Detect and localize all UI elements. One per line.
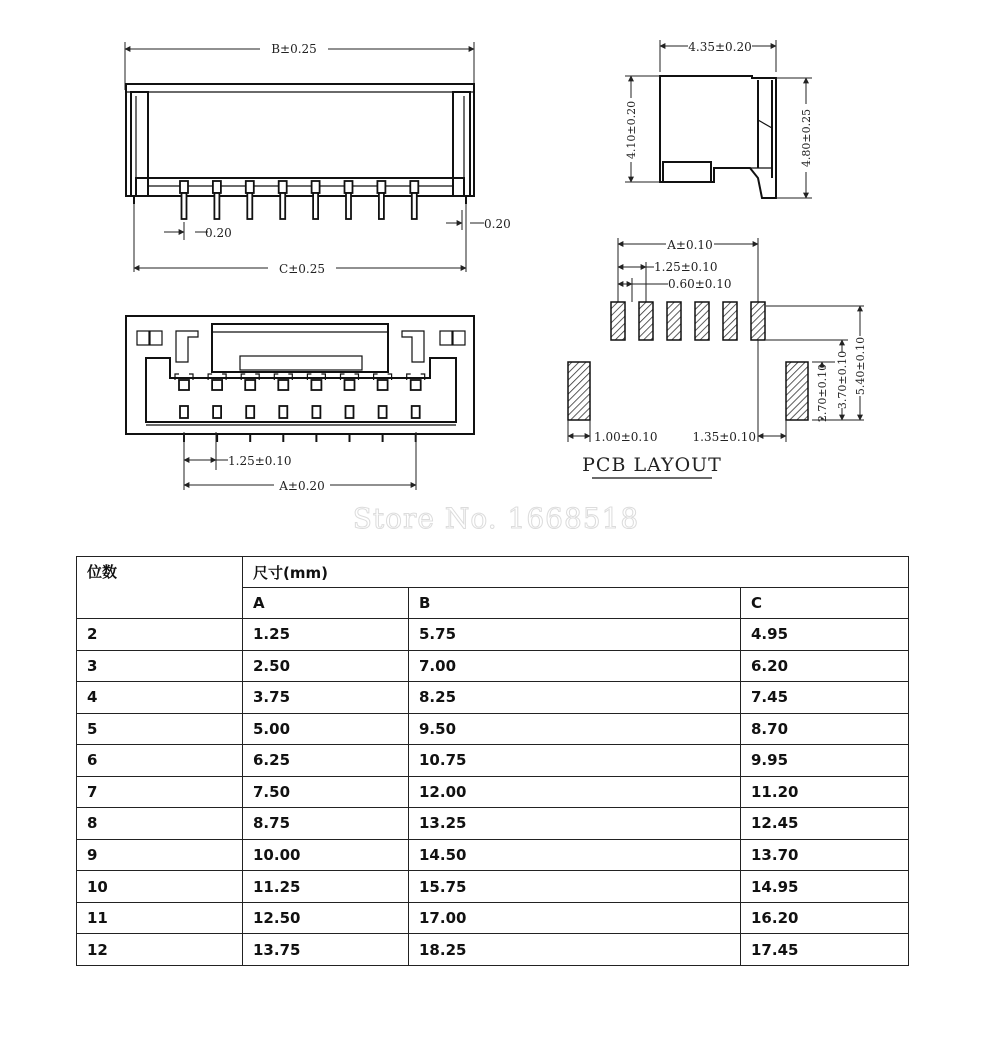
table-row [77,808,909,840]
table-row [77,650,909,682]
watermark: Store No. 1668518 [352,502,640,530]
dimension-table [76,556,909,966]
table-row [77,713,909,745]
pcb-pad [695,302,709,340]
pcb-dim-mount-width: 1.00±0.10 [594,430,658,444]
cell-b: 10.75 [409,745,741,777]
cell-c: 6.20 [741,650,909,682]
top-pin-tail [213,406,221,418]
cell-c: 17.45 [741,934,909,966]
front-pin [346,193,351,219]
top-pin-contact [245,380,255,390]
top-pin-tail [412,406,420,418]
header-positions: 位数 [77,557,243,619]
header-size: 尺寸(mm) [243,557,909,588]
pcb-dim-v3: 5.40±0.10 [854,336,867,396]
top-pin-contact [278,380,288,390]
front-pin-head [279,181,287,193]
cell-c: 9.95 [741,745,909,777]
top-pin-contact [378,380,388,390]
header-c: C [741,588,909,619]
cell-c: 16.20 [741,902,909,934]
cell-c: 14.95 [741,871,909,903]
cell-a: 3.75 [243,682,409,714]
top-view [126,316,474,493]
front-pin-head [246,181,254,193]
pcb-layout [568,236,867,478]
cell-a: 8.75 [243,808,409,840]
top-pin-contact [179,380,189,390]
front-pin-head [180,181,188,193]
front-pin [412,193,417,219]
side-dim-width: 4.35±0.20 [688,40,752,54]
front-dim-pin-left: 0.20 [205,226,232,240]
table-row [77,871,909,903]
cell-b: 5.75 [409,619,741,651]
cell-b: 18.25 [409,934,741,966]
side-dim-height-left: 4.10±0.20 [625,100,638,160]
cell-positions: 11 [77,902,243,934]
header-b: B [409,588,741,619]
pcb-dim-pad-width: 0.60±0.10 [668,277,732,291]
cell-b: 12.00 [409,776,741,808]
front-view [125,40,511,276]
top-pin-contact [345,380,355,390]
pcb-pad [667,302,681,340]
pcb-pad [611,302,625,340]
cell-c: 4.95 [741,619,909,651]
front-pin [247,193,252,219]
pcb-layout-title: PCB LAYOUT [582,454,722,476]
top-pin-tail [279,406,287,418]
cell-c: 12.45 [741,808,909,840]
top-dim-pitch: 1.25±0.10 [228,454,292,468]
table-row [77,902,909,934]
front-dim-pin-right: 0.20 [484,217,511,231]
cell-b: 7.00 [409,650,741,682]
pcb-dim-v1: 2.70±0.10 [816,363,829,423]
cell-b: 17.00 [409,902,741,934]
pcb-pad [639,302,653,340]
cell-b: 13.25 [409,808,741,840]
front-dim-c: C±0.25 [279,262,325,276]
front-pin [182,193,187,219]
front-pin [214,193,219,219]
cell-a: 13.75 [243,934,409,966]
cell-positions: 6 [77,745,243,777]
pcb-pad [751,302,765,340]
pcb-dim-mount-offset: 1.35±0.10 [692,430,756,444]
cell-positions: 12 [77,934,243,966]
table-row [77,619,909,651]
front-pin [379,193,384,219]
pcb-dim-v2: 3.70±0.10 [836,350,849,410]
cell-positions: 3 [77,650,243,682]
top-pin-tail [346,406,354,418]
cell-a: 1.25 [243,619,409,651]
cell-positions: 5 [77,713,243,745]
top-pin-tail [379,406,387,418]
cell-c: 11.20 [741,776,909,808]
front-pin [280,193,285,219]
cell-positions: 10 [77,871,243,903]
front-dim-b: B±0.25 [271,42,317,56]
table-row [77,745,909,777]
cell-c: 7.45 [741,682,909,714]
front-pin-head [410,181,418,193]
top-pin-contact [411,380,421,390]
cell-c: 8.70 [741,713,909,745]
front-pin-head [312,181,320,193]
front-pin-head [377,181,385,193]
cell-positions: 7 [77,776,243,808]
cell-b: 8.25 [409,682,741,714]
cell-c: 13.70 [741,839,909,871]
cell-b: 9.50 [409,713,741,745]
side-dim-height-right: 4.80±0.25 [800,108,813,168]
cell-positions: 8 [77,808,243,840]
cell-a: 6.25 [243,745,409,777]
cell-positions: 9 [77,839,243,871]
cell-a: 12.50 [243,902,409,934]
cell-a: 5.00 [243,713,409,745]
top-pin-tail [246,406,254,418]
pcb-dim-pitch: 1.25±0.10 [654,260,718,274]
pcb-pad [723,302,737,340]
table-row [77,776,909,808]
cell-positions: 4 [77,682,243,714]
cell-positions: 2 [77,619,243,651]
cell-b: 15.75 [409,871,741,903]
top-pin-contact [311,380,321,390]
table-row [77,682,909,714]
front-pin-head [213,181,221,193]
front-pin-head [345,181,353,193]
cell-a: 11.25 [243,871,409,903]
front-pin [313,193,318,219]
top-pin-tail [312,406,320,418]
top-dim-a: A±0.20 [279,479,325,493]
table-row [77,934,909,966]
cell-a: 2.50 [243,650,409,682]
top-pin-tail [180,406,188,418]
top-pin-contact [212,380,222,390]
table-row [77,839,909,871]
pcb-dim-a: A±0.10 [667,238,713,252]
cell-b: 14.50 [409,839,741,871]
side-view [624,38,813,198]
cell-a: 7.50 [243,776,409,808]
header-a: A [243,588,409,619]
cell-a: 10.00 [243,839,409,871]
